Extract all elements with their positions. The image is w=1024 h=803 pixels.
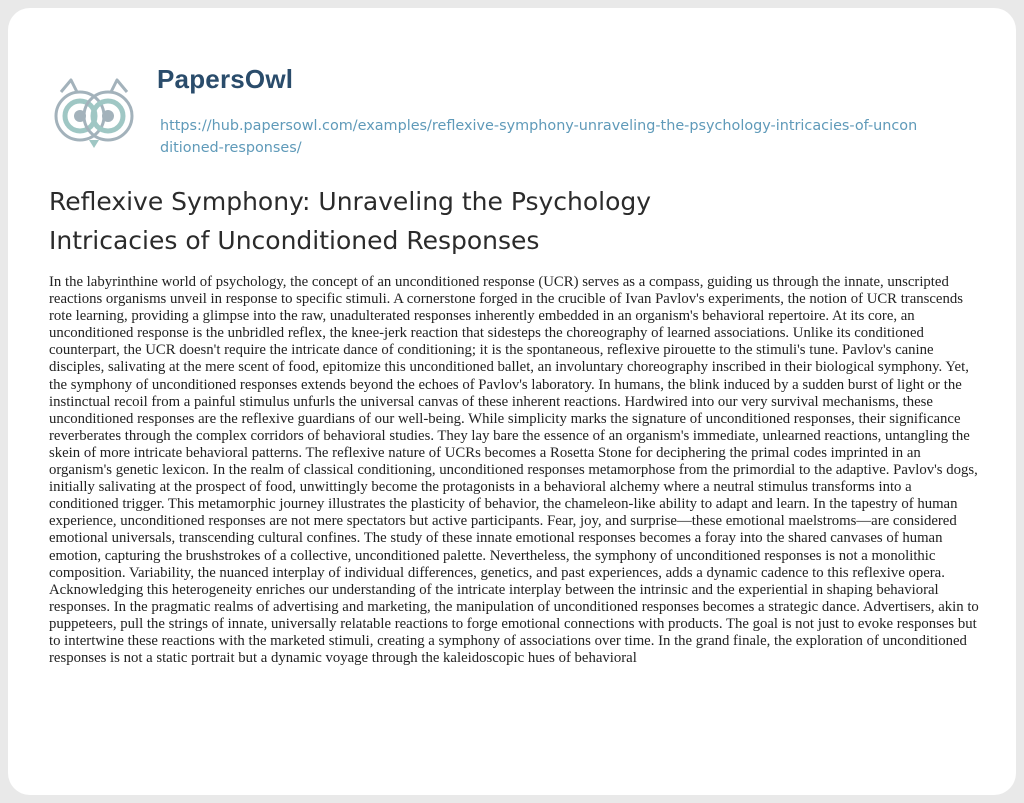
owl-eyes-logo-icon (51, 70, 137, 156)
essay-title-line-2: Intricacies of Unconditioned Responses (49, 226, 540, 255)
brand-name[interactable]: PapersOwl (157, 64, 294, 94)
document-page (8, 8, 1016, 795)
essay-title-line-1: Reflexive Symphony: Unraveling the Psychology (49, 187, 652, 216)
essay-title (49, 182, 769, 260)
site-header (48, 36, 988, 166)
essay-body: In the labyrinthine world of psychology, the concept of an unconditioned response (UCR) serves as a compass, guiding us through the innate, unscripted reactions organisms unveil in response to specific stimuli. A cornerstone forged in the crucible of Ivan Pavlov's experiments, the notion of UCR transcends rote learning, providing a glimpse into the raw, unadulterated responses inherently embedded in an organism's behavioral repertoire. At its core, an unconditioned response is the unbridled reflex, the knee-jerk reaction that sidesteps the choreography of learned associations. Unlike its conditioned counterpart, the UCR doesn't require the intricate dance of conditioning; it is the spontaneous, reflexive pirouette to the stimuli's tune. Pavlov's canine disciples, salivating at the mere scent of food, epitomize this unconditioned ballet, an involuntary choreography inscribed in their biological symphony. Yet, the symphony of unconditioned responses extends beyond the echoes of Pavlov's laboratory. In humans, the blink induced by a sudden burst of light or the instinctual recoil from a painful stimulus unfurls the universal canvas of these inherent reactions. Hardwired into our very survival mechanisms, these unconditioned responses are the reflexive guardians of our well-being. While simplicity marks the signature of unconditioned responses, their significance reverberates through the complex corridors of behavioral studies. They lay bare the essence of an organism's immediate, unlearned reactions, untangling the skein of more intricate behavioral patterns. The reflexive nature of UCRs becomes a Rosetta Stone for deciphering the primal codes imprinted in an organism's genetic lexicon. In the realm of classical conditioning, unconditioned responses metamorphose from the primordial to the adaptive. Pavlov's dogs, initially salivating at the prospect of food, unwittingly become the protagonists in a behavioral alchemy where a neutral stimulus transforms into a conditioned trigger. This metamorphic journey illustrates the plasticity of behavior, the chameleon-like ability to adapt and learn. In the tapestry of human experience, unconditioned responses are not mere spectators but active participants. Fear, joy, and surprise—these emotional maelstroms—are considered emotional universals, transcending cultural confines. The study of these innate emotional responses becomes a foray into the shared canvases of human emotion, capturing the brushstrokes of a collective, unconditioned palette. Nevertheless, the symphony of unconditioned responses is not a monolithic composition. Variability, the nuanced interplay of individual differences, genetics, and past experiences, adds a dynamic cadence to this reflexive opera. Acknowledging this heterogeneity enriches our understanding of the intricate interplay between the intrinsic and the experiential in shaping behavioral responses. In the pragmatic realms of advertising and marketing, the manipulation of unconditioned responses becomes a strategic dance. Advertisers, akin to puppeteers, pull the strings of innate, universally relatable reactions to forge emotional connections with products. The goal is not just to evoke responses but to intertwine these reactions with the marketed stimuli, creating a symphony of associations over time. In the grand finale, the exploration of unconditioned responses is not a static portrait but a dynamic voyage through the kaleidoscopic hues of behavioral (49, 274, 979, 667)
source-url-link[interactable]: https://hub.papersowl.com/examples/reflexive-symphony-unraveling-the-psychology-intricacies-of-unconditioned-responses/ (160, 118, 918, 156)
